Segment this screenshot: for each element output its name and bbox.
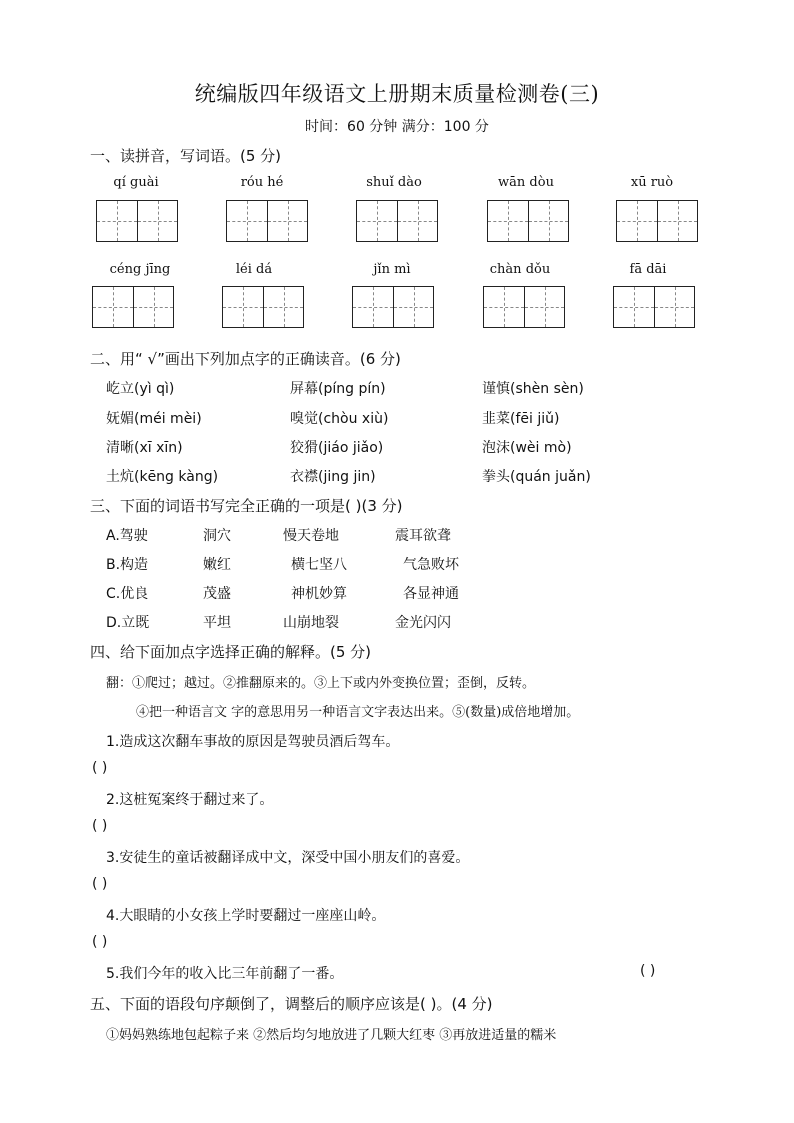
question-item: 1.造成这次翻车事故的原因是驾驶员酒后驾车。 <box>106 734 400 750</box>
pinyin-label: xū ruò <box>630 175 674 190</box>
choice-option[interactable]: B.构造 <box>106 557 149 573</box>
pronunciation-item[interactable]: 拳头(quán juǎn) <box>482 469 591 485</box>
writing-grid[interactable] <box>616 200 698 242</box>
definition-line-1: 翻：①爬过；越过。②推翻原来的。③上下或内外变换位置；歪倒，反转。 <box>106 676 536 691</box>
choice-word: 横七坚八 <box>291 557 347 573</box>
exam-info: 时间：60 分钟 满分：100 分 <box>305 119 489 135</box>
pronunciation-item[interactable]: 屏幕(píng pín) <box>290 381 386 397</box>
section-4-heading: 四、给下面加点字选择正确的解释。(5 分) <box>90 643 372 661</box>
writing-grid[interactable] <box>613 286 695 328</box>
sentence-order-list: ①妈妈熟练地包起粽子来 ②然后均匀地放进了几颗大红枣 ③再放进适量的糯米 <box>106 1028 557 1043</box>
question-item: 5.我们今年的收入比三年前翻了一番。 <box>106 966 344 982</box>
section-5-heading: 五、下面的语段句序颠倒了，调整后的顺序应该是( )。(4 分) <box>90 995 493 1013</box>
choice-word: 平坦 <box>203 615 231 631</box>
choice-word: 震耳欲聋 <box>395 528 451 544</box>
pronunciation-item[interactable]: 嗅觉(chòu xiù) <box>290 411 389 427</box>
choice-word: 洞穴 <box>203 528 231 544</box>
pronunciation-item[interactable]: 清晰(xī xīn) <box>106 440 183 456</box>
choice-word: 嫩红 <box>203 557 231 573</box>
choice-word: 神机妙算 <box>291 586 347 602</box>
choice-word: 茂盛 <box>203 586 231 602</box>
pronunciation-item[interactable]: 土炕(kēng kàng) <box>106 469 219 485</box>
section-3-heading: 三、下面的词语书写完全正确的一项是( )(3 分) <box>90 497 403 515</box>
choice-option[interactable]: A.驾驶 <box>106 528 148 544</box>
choice-word: 各显神通 <box>403 586 459 602</box>
choice-option[interactable]: D.立既 <box>106 615 150 631</box>
pinyin-label: chàn dǒu <box>489 262 551 277</box>
pinyin-label: jǐn mì <box>373 262 411 277</box>
pinyin-label: róu hé <box>240 175 284 190</box>
pronunciation-item[interactable]: 妩媚(méi mèi) <box>106 411 202 427</box>
pronunciation-item[interactable]: 衣襟(jing jin) <box>290 469 376 485</box>
pinyin-label: shuǐ dào <box>366 175 422 190</box>
answer-parentheses[interactable]: ( ) <box>92 876 108 892</box>
writing-grid[interactable] <box>96 200 178 242</box>
question-item: 2.这桩冤案终于翻过来了。 <box>106 792 274 808</box>
pinyin-label: fā dāi <box>629 262 667 277</box>
pronunciation-item[interactable]: 谨慎(shèn sèn) <box>482 381 584 397</box>
section-1-heading: 一、读拼音，写词语。(5 分) <box>90 147 282 165</box>
answer-parentheses[interactable]: ( ) <box>92 818 108 834</box>
writing-grid[interactable] <box>483 286 565 328</box>
answer-parentheses[interactable]: ( ) <box>92 934 108 950</box>
writing-grid[interactable] <box>226 200 308 242</box>
section-2-heading: 二、用“ √”画出下列加点字的正确读音。(6 分) <box>90 350 401 368</box>
pinyin-label: qí guài <box>113 175 159 190</box>
choice-word: 慢天卷地 <box>283 528 339 544</box>
pinyin-label: céng jīng <box>109 262 171 277</box>
pronunciation-item[interactable]: 屹立(yì qì) <box>106 381 175 397</box>
pinyin-label: wān dòu <box>498 175 554 190</box>
pinyin-label: léi dá <box>235 262 273 277</box>
page-title: 统编版四年级语文上册期末质量检测卷(三) <box>194 82 600 106</box>
writing-grid[interactable] <box>352 286 434 328</box>
choice-word: 金光闪闪 <box>395 615 451 631</box>
choice-word: 气急败坏 <box>403 557 459 573</box>
writing-grid[interactable] <box>487 200 569 242</box>
writing-grid[interactable] <box>356 200 438 242</box>
question-item: 3.安徒生的童话被翻译成中文，深受中国小朋友们的喜爱。 <box>106 850 470 866</box>
choice-word: 山崩地裂 <box>283 615 339 631</box>
question-item: 4.大眼睛的小女孩上学时要翻过一座座山岭。 <box>106 908 386 924</box>
definition-line-2: ④把一种语言文 字的意思用另一种语言文字表达出来。⑤(数量)成倍地增加。 <box>136 705 580 720</box>
answer-parentheses[interactable]: ( ) <box>92 760 108 776</box>
pronunciation-item[interactable]: 狡猾(jiáo jiǎo) <box>290 440 384 456</box>
answer-parentheses[interactable]: ( ) <box>640 963 656 979</box>
writing-grid[interactable] <box>222 286 304 328</box>
choice-option[interactable]: C.优良 <box>106 586 149 602</box>
writing-grid[interactable] <box>92 286 174 328</box>
pronunciation-item[interactable]: 泡沫(wèi mò) <box>482 440 572 456</box>
pronunciation-item[interactable]: 韭菜(fēi jiǔ) <box>482 411 560 427</box>
